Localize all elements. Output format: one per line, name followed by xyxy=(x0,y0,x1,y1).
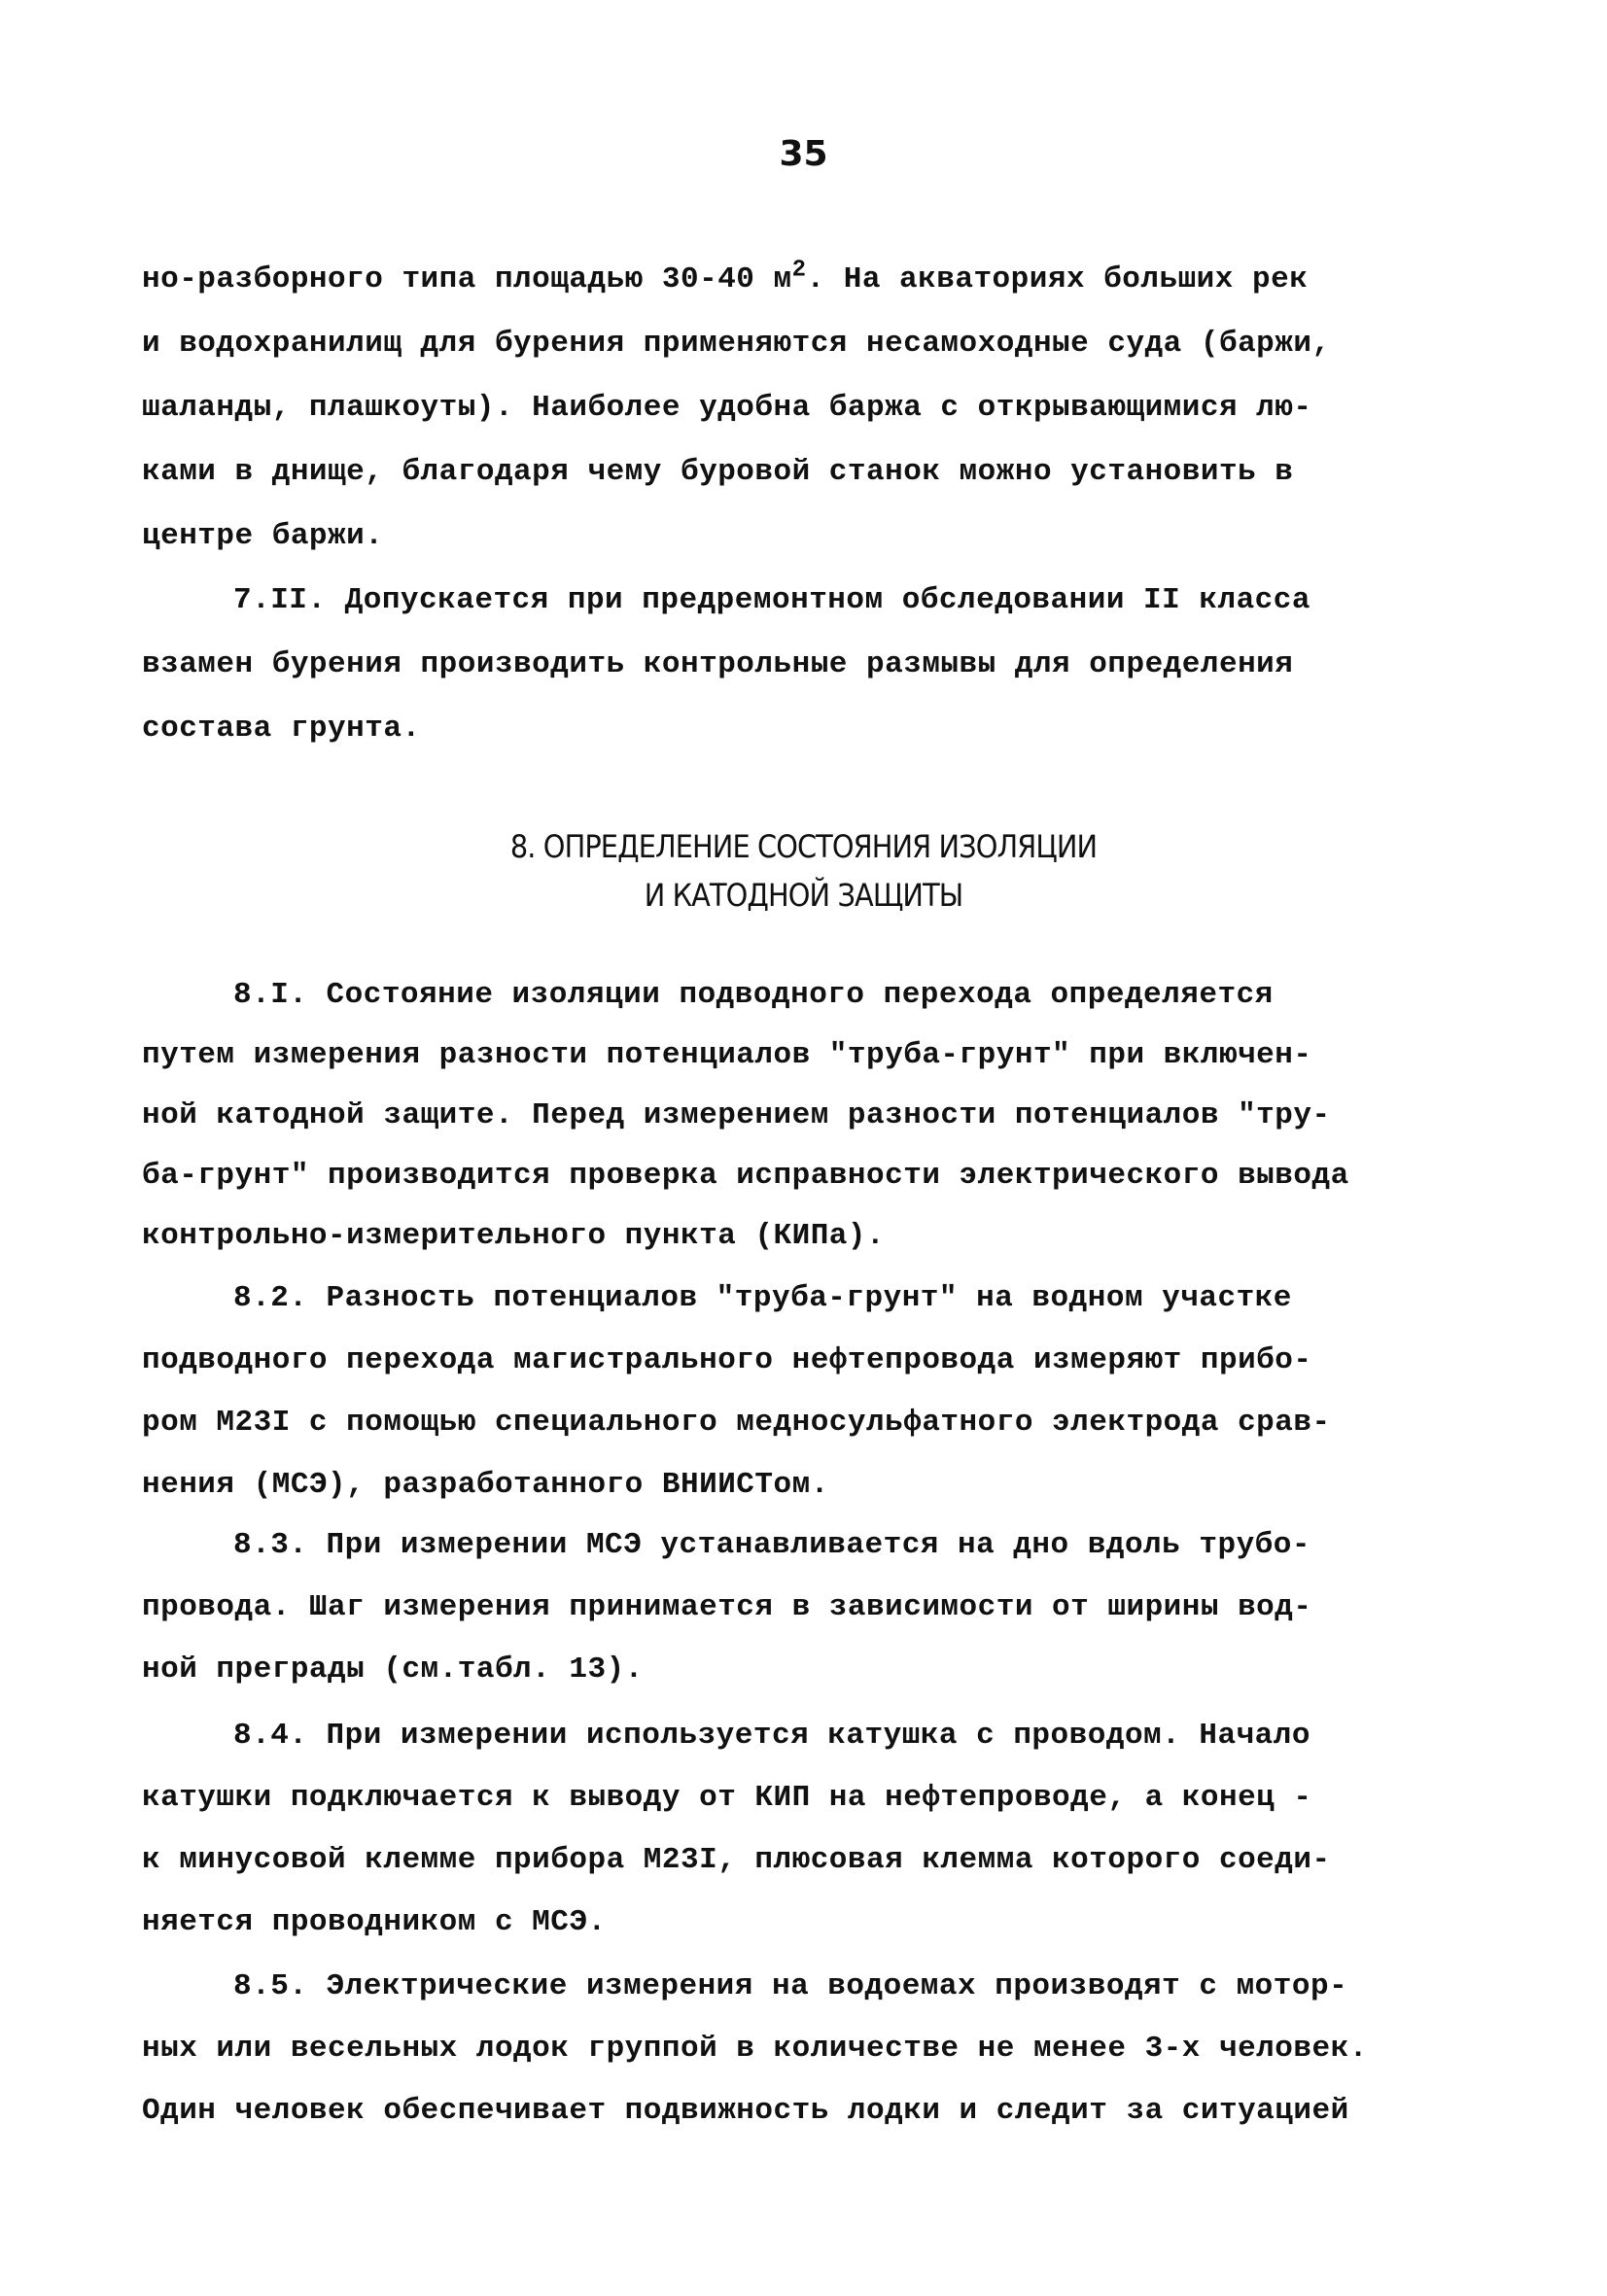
text-line: центре баржи. xyxy=(142,519,384,553)
text-line: подводного перехода магистрального нефтепровода измеряют прибо- xyxy=(142,1343,1312,1377)
text-line-part: но-разборного типа площадью 30-40 м xyxy=(142,262,792,296)
text-line: 8.5. Электрические измерения на водоемах производят с мотор- xyxy=(233,1969,1348,2003)
text-line: ками в днище, благодаря чему буровой станок можно установить в xyxy=(142,455,1294,489)
text-line-part: . На акваториях больших рек xyxy=(806,262,1309,296)
text-line: путем измерения разности потенциалов "труба-грунт" при включен- xyxy=(142,1038,1312,1072)
text-line: няется проводником с МСЭ. xyxy=(142,1905,607,1939)
text-line: ной преграды (см.табл. 13). xyxy=(142,1652,644,1687)
text-line: и водохранилищ для бурения применяются несамоходные суда (баржи, xyxy=(142,327,1331,361)
text-line xyxy=(142,257,1309,296)
text-line: состава грунта. xyxy=(142,712,421,746)
text-line: Один человек обеспечивает подвижность лодки и следит за ситуацией xyxy=(142,2094,1349,2128)
section-heading: И КАТОДНОЙ ЗАЩИТЫ xyxy=(644,877,963,914)
text-line: взамен бурения производить контрольные размывы для определения xyxy=(142,647,1294,681)
text-line: ром М23I с помощью специального медносульфатного электрода срав- xyxy=(142,1406,1331,1440)
text-line: провода. Шаг измерения принимается в зависимости от ширины вод- xyxy=(142,1590,1312,1624)
text-line: 8.2. Разность потенциалов "труба-грунт" на водном участке xyxy=(233,1281,1292,1315)
superscript: 2 xyxy=(791,257,807,284)
text-line: ной катодной защите. Перед измерением разности потенциалов "тру- xyxy=(142,1098,1331,1132)
text-line: 8.4. При измерении используется катушка с проводом. Начало xyxy=(233,1719,1310,1753)
text-line: 8.3. При измерении МСЭ устанавливается на дно вдоль трубо- xyxy=(233,1528,1310,1562)
text-line: 7.II. Допускается при предремонтном обследовании II класса xyxy=(233,583,1310,617)
text-line: шаланды, плашкоуты). Наиболее удобна баржа с открывающимися лю- xyxy=(142,391,1312,425)
text-line: катушки подключается к выводу от КИП на нефтепроводе, а конец - xyxy=(142,1781,1312,1815)
text-line: к минусовой клемме прибора М23I, плюсовая клемма которого соеди- xyxy=(142,1843,1331,1877)
page-number: 35 xyxy=(779,134,828,174)
text-line: ба-грунт" производится проверка исправности электрического вывода xyxy=(142,1159,1349,1193)
text-line: нения (МСЭ), разработанного ВНИИСТом. xyxy=(142,1468,829,1502)
text-line: 8.I. Состояние изоляции подводного перехода определяется xyxy=(233,978,1274,1012)
text-line: контрольно-измерительного пункта (КИПа). xyxy=(142,1219,886,1253)
text-line: ных или весельных лодок группой в количестве не менее 3-х человек. xyxy=(142,2032,1368,2066)
section-heading: 8. ОПРЕДЕЛЕНИЕ СОСТОЯНИЯ ИЗОЛЯЦИИ xyxy=(509,828,1098,865)
